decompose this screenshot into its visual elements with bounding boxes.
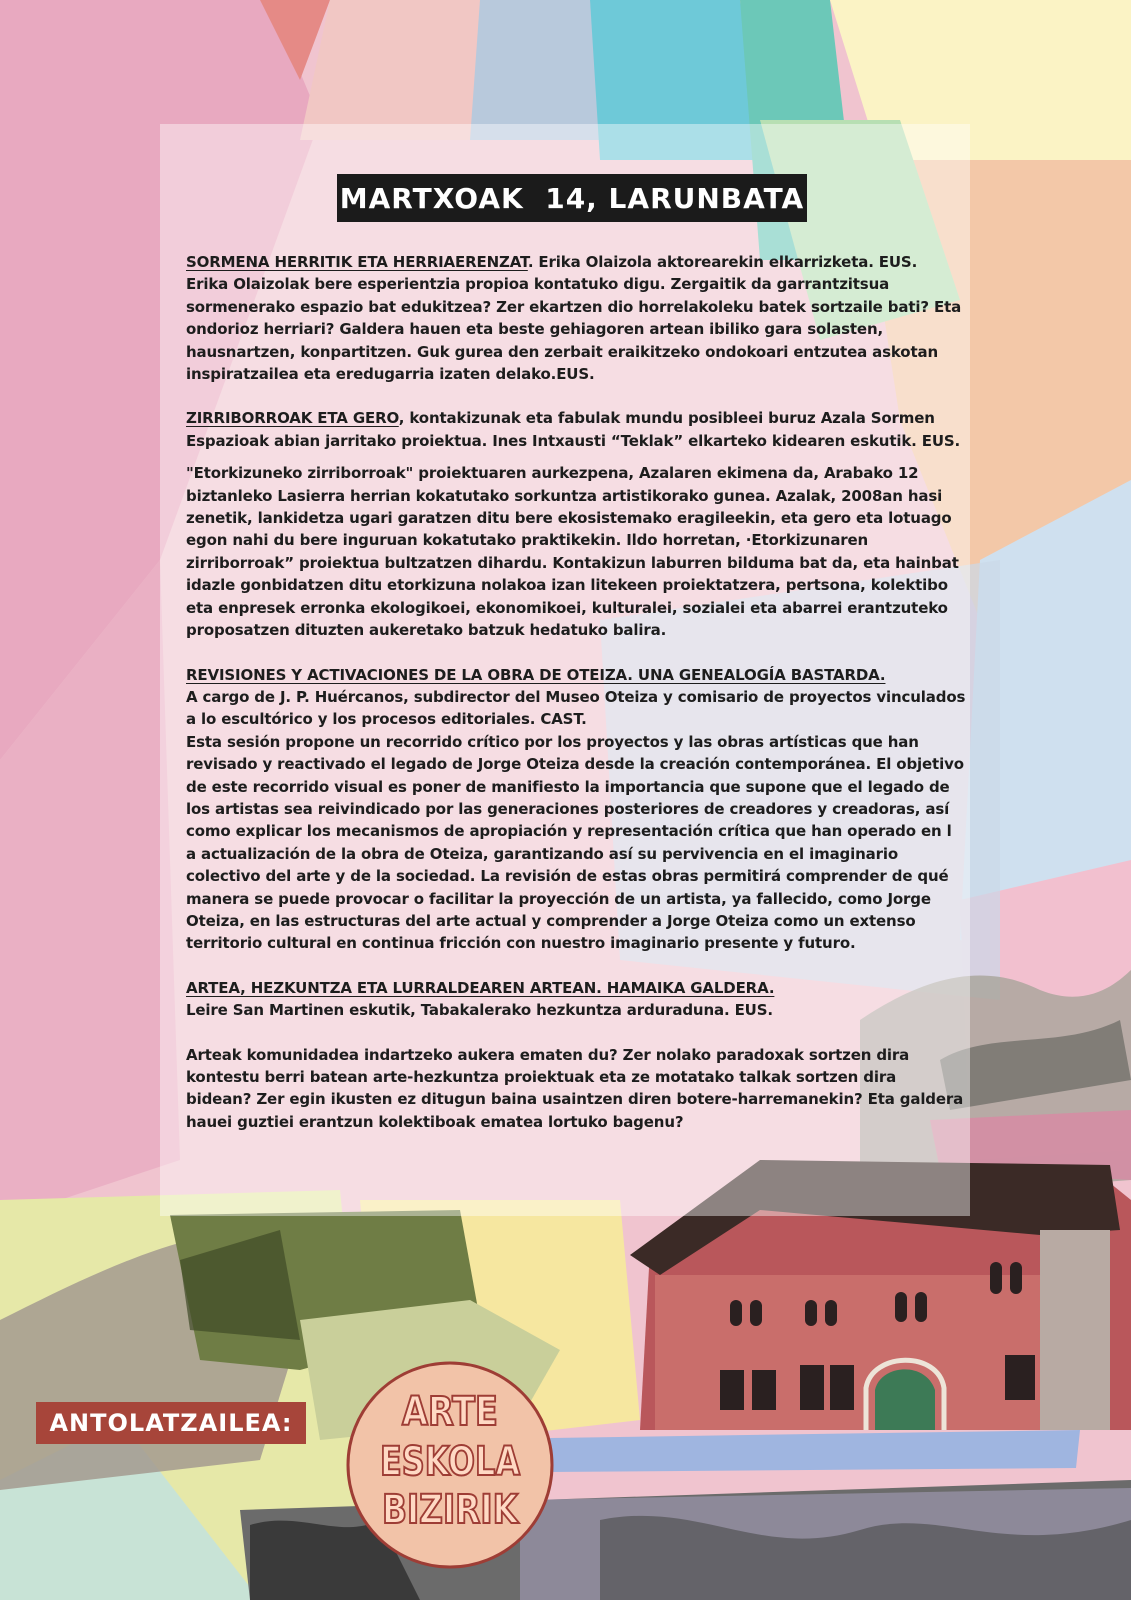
program-description: Arteak komunidadea indartzeko aukera ematen du? Zer nolako paradoxak sortzen dira kontestu berri batean arte-hezkuntza proiektuak eta ze motatako talkak sortzen dira bidean? Zer egin ikusten ez ditugun baina usaintzen diren botere-harremanekin? Eta galdera hauei guztiei erantzun kolektiboak ematea lortuko bagenu? xyxy=(186,1045,964,1131)
logo-line: ARTE xyxy=(402,1389,498,1435)
program-heading xyxy=(186,407,966,452)
organizer-label: ANTOLATZAILEA: xyxy=(36,1402,306,1444)
program-heading xyxy=(186,664,966,686)
program-heading xyxy=(186,977,966,999)
program-title: ZIRRIBORROAK ETA GERO xyxy=(186,409,399,428)
program-content xyxy=(186,251,966,1155)
program-title: ARTEA, HEZKUNTZA ETA LURRALDEAREN ARTEAN. HAMAIKA GALDERA. xyxy=(186,978,775,997)
program-subtitle: , kontakizunak eta fabulak mundu posibleei buruz Azala Sormen Espazioak abian jarritako proiektua. Ines Intxausti “Teklak” elkarteko kidearen eskutik. EUS. xyxy=(186,409,961,450)
program-subtitle: . Erika Olaizola aktorearekin elkarrizketa. EUS. xyxy=(527,253,918,271)
program-item xyxy=(186,977,966,1133)
program-heading xyxy=(186,251,966,273)
program-title: SORMENA HERRITIK ETA HERRIAERENZAT xyxy=(186,253,528,271)
program-title: REVISIONES Y ACTIVACIONES DE LA OBRA DE OTEIZA. UNA GENEALOGÍA BASTARDA. xyxy=(186,665,886,684)
program-subtitle: A cargo de J. P. Huércanos, subdirector del Museo Oteiza y comisario de proyectos vinculados a lo escultórico y los procesos editoriales. CAST. xyxy=(186,687,966,729)
program-item xyxy=(186,407,966,641)
program-description: Erika Olaizolak bere esperientzia propioa kontatuko digu. Zergaitik da garrantzitsua sormenerako espazio bat edukitzea? Zer ekartzen dio horrelakoleku batek sortzaile bati? Eta ondorioz herriari? Galdera hauen eta beste gehiagoren artean ibiliko gara solasten, hausnartzen, konpartitzen. Guk gurea den zerbait eraikitzeko ondokoari entzutea askotan inspiratzailea eta eredugarria izaten delako.EUS. xyxy=(186,275,962,384)
logo-line: BIZIRIK xyxy=(382,1487,520,1533)
logo-line: ESKOLA xyxy=(380,1439,521,1485)
program-description: Esta sesión propone un recorrido crítico por los proyectos y las obras artísticas que han revisado y reactivado el legado de Jorge Oteiza desde la creación contemporánea. El objetivo de este recorrido visual es poner de manifiesto la importancia que supone que el legado de los artistas sea reivindicado por las generaciones posteriores de creadores y creadoras, así como explicar los mecanismos de apropiación y representación crítica que han operado en l a actualización de la obra de Oteiza, garantizando así su pervivencia en el imaginario colectivo del arte y de la sociedad. La revisión de estas obras permitirá comprender de qué manera se puede provocar o facilitar la proyección de un artista, ya fallecido, como Jorge Oteiza, en las estructuras del arte actual y comprender a Jorge Oteiza como un extenso territorio cultural en continua fricción con nuestro imaginario presente y futuro. xyxy=(186,732,964,953)
program-description: "Etorkizuneko zirriborroak" proiektuaren aurkezpena, Azalaren ekimena da, Arabako 12 biztanleko Lasierra herrian kokatutako sorkuntza artistikorako gunea. Azalak, 2008an hasi zenetik, lankidetza ugari garatzen ditu bere ekosistemako eragileekin, eta gero eta lotuago egon nahi du bere inguruan kokatutako praktikekin. Ildo horretan, ·Etorkizunaren zirriborroak” proiektua bultzatzen dihardu. Kontakizun laburren bilduma bat da, eta hainbat idazle gonbidatzen ditu etorkizuna nolakoa izan litekeen proiektatzera, pertsona, kolektibo eta enpresek erronka ekologikoei, ekonomikoei, kulturalei, sozialei eta abarrei erantzuteko proposatzen dituzten aukeretako batzuk hedatuko balira. xyxy=(186,464,959,640)
arte-eskola-bizirik-logo xyxy=(344,1359,556,1571)
program-item xyxy=(186,251,966,385)
date-banner: MARTXOAK 14, LARUNBATA xyxy=(337,174,807,222)
program-subtitle: Leire San Martinen eskutik, Tabakalerako hezkuntza arduraduna. EUS. xyxy=(186,1001,773,1020)
program-item xyxy=(186,664,966,955)
